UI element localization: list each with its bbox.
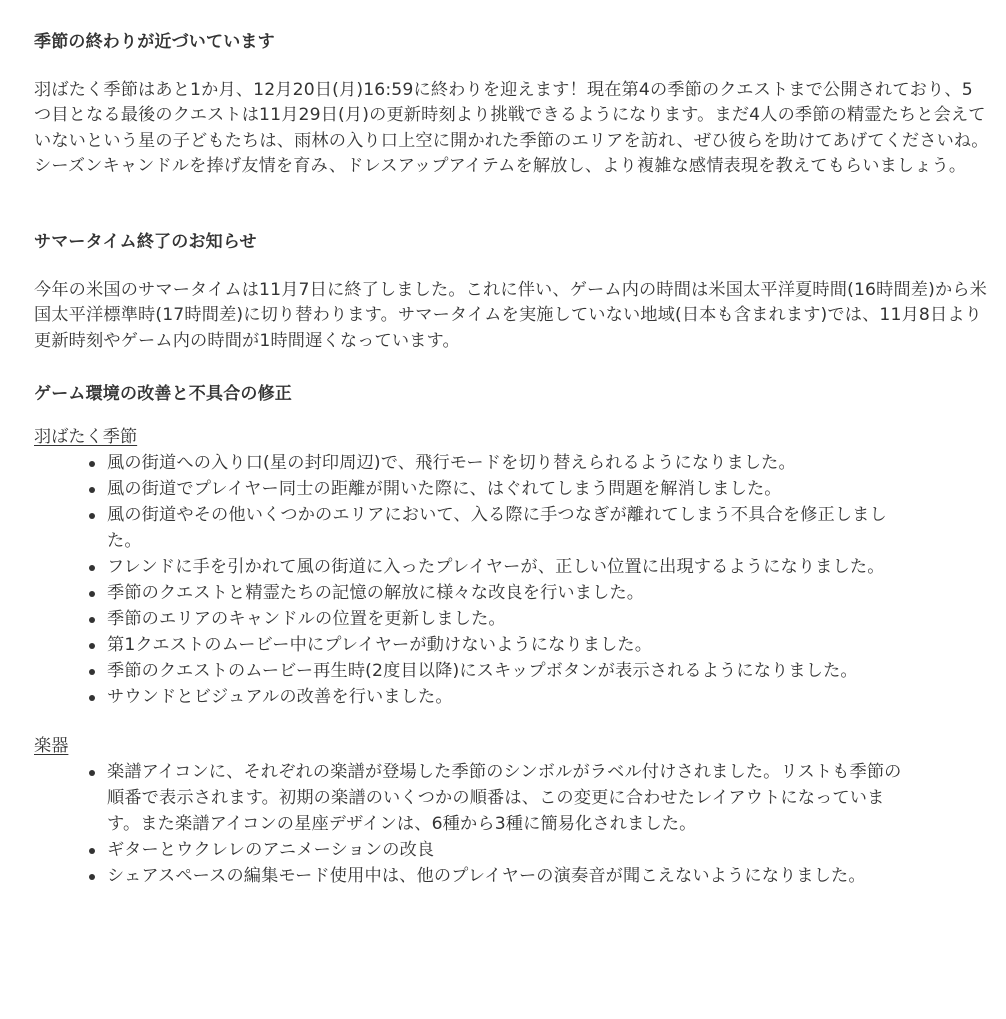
instrument-fix-list (34, 759, 986, 889)
bullet-icon (89, 643, 95, 649)
section-title-season-ending: 季節の終わりが近づいています (34, 32, 275, 52)
bullet-icon (89, 770, 95, 776)
section-title-improvements: ゲーム環境の改善と不具合の修正 (34, 384, 292, 405)
list-item: 季節のクエストのムービー再生時(2度目以降)にスキップボタンが表示されるようになりました。 (107, 658, 917, 684)
bullet-icon (89, 487, 95, 493)
list-item: 季節のクエストと精霊たちの記憶の解放に様々な改良を行いました。 (107, 580, 917, 606)
list-item: ギターとウクレレのアニメーションの改良 (107, 837, 917, 863)
bullet-icon (89, 591, 95, 597)
season-fix-list (34, 450, 986, 710)
bullet-icon (89, 874, 95, 880)
bullet-icon (89, 669, 95, 675)
season-ending-paragraph: 羽ばたく季節はあと1か月、12月20日(月)16:59に終わりを迎えます！現在第4の季節のクエストまで公開されており、5つ目となる最後のクエストは11月29日(月)の更新時刻より挑戦できるようになります。まだ4人の季節の精霊たちと会えていないという星の子どもたちは、雨林の入り口上空に開かれた季節のエリアを訪れ、ぜひ彼らを助けてあげてくださいね。シーズンキャンドルを捧げ友情を育み、ドレスアップアイテムを解放し、より複雑な感情表現を教えてもらいましょう。 (34, 80, 989, 176)
section-title-daylight-saving: サマータイム終了のお知らせ (34, 232, 257, 253)
subheading-instruments: 楽器 (34, 736, 69, 757)
list-item: シェアスペースの編集モード使用中は、他のプレイヤーの演奏音が聞こえないようになりました。 (107, 863, 917, 889)
bullet-icon (89, 565, 95, 571)
bullet-icon (89, 617, 95, 623)
list-item: 第1クエストのムービー中にプレイヤーが動けないようになりました。 (107, 632, 917, 658)
list-item: 季節のエリアのキャンドルの位置を更新しました。 (107, 606, 917, 632)
list-item: 風の街道やその他いくつかのエリアにおいて、入る際に手つなぎが離れてしまう不具合を修正しました。 (107, 502, 917, 554)
subheading-season: 羽ばたく季節 (34, 427, 138, 448)
bullet-icon (89, 848, 95, 854)
daylight-saving-paragraph: 今年の米国のサマータイムは11月7日に終了しました。これに伴い、ゲーム内の時間は米国太平洋夏時間(16時間差)から米国太平洋標準時(17時間差)に切り替わります。サマータイムを実施していない地域(日本も含まれます)では、11月8日より更新時刻やゲーム内の時間が1時間遅くなっています。 (34, 280, 988, 351)
list-item: フレンドに手を引かれて風の街道に入ったプレイヤーが、正しい位置に出現するようになりました。 (107, 554, 917, 580)
bullet-icon (89, 695, 95, 701)
list-item: 風の街道でプレイヤー同士の距離が開いた際に、はぐれてしまう問題を解消しました。 (107, 476, 917, 502)
list-item: サウンドとビジュアルの改善を行いました。 (107, 684, 917, 710)
bullet-icon (89, 513, 95, 519)
list-item: 楽譜アイコンに、それぞれの楽譜が登場した季節のシンボルがラベル付けされました。リストも季節の順番で表示されます。初期の楽譜のいくつかの順番は、この変更に合わせたレイアウトになっています。また楽譜アイコンの星座デザインは、6種から3種に簡易化されました。 (107, 759, 917, 837)
bullet-icon (89, 461, 95, 467)
list-item: 風の街道への入り口(星の封印周辺)で、飛行モードを切り替えられるようになりました。 (107, 450, 917, 476)
